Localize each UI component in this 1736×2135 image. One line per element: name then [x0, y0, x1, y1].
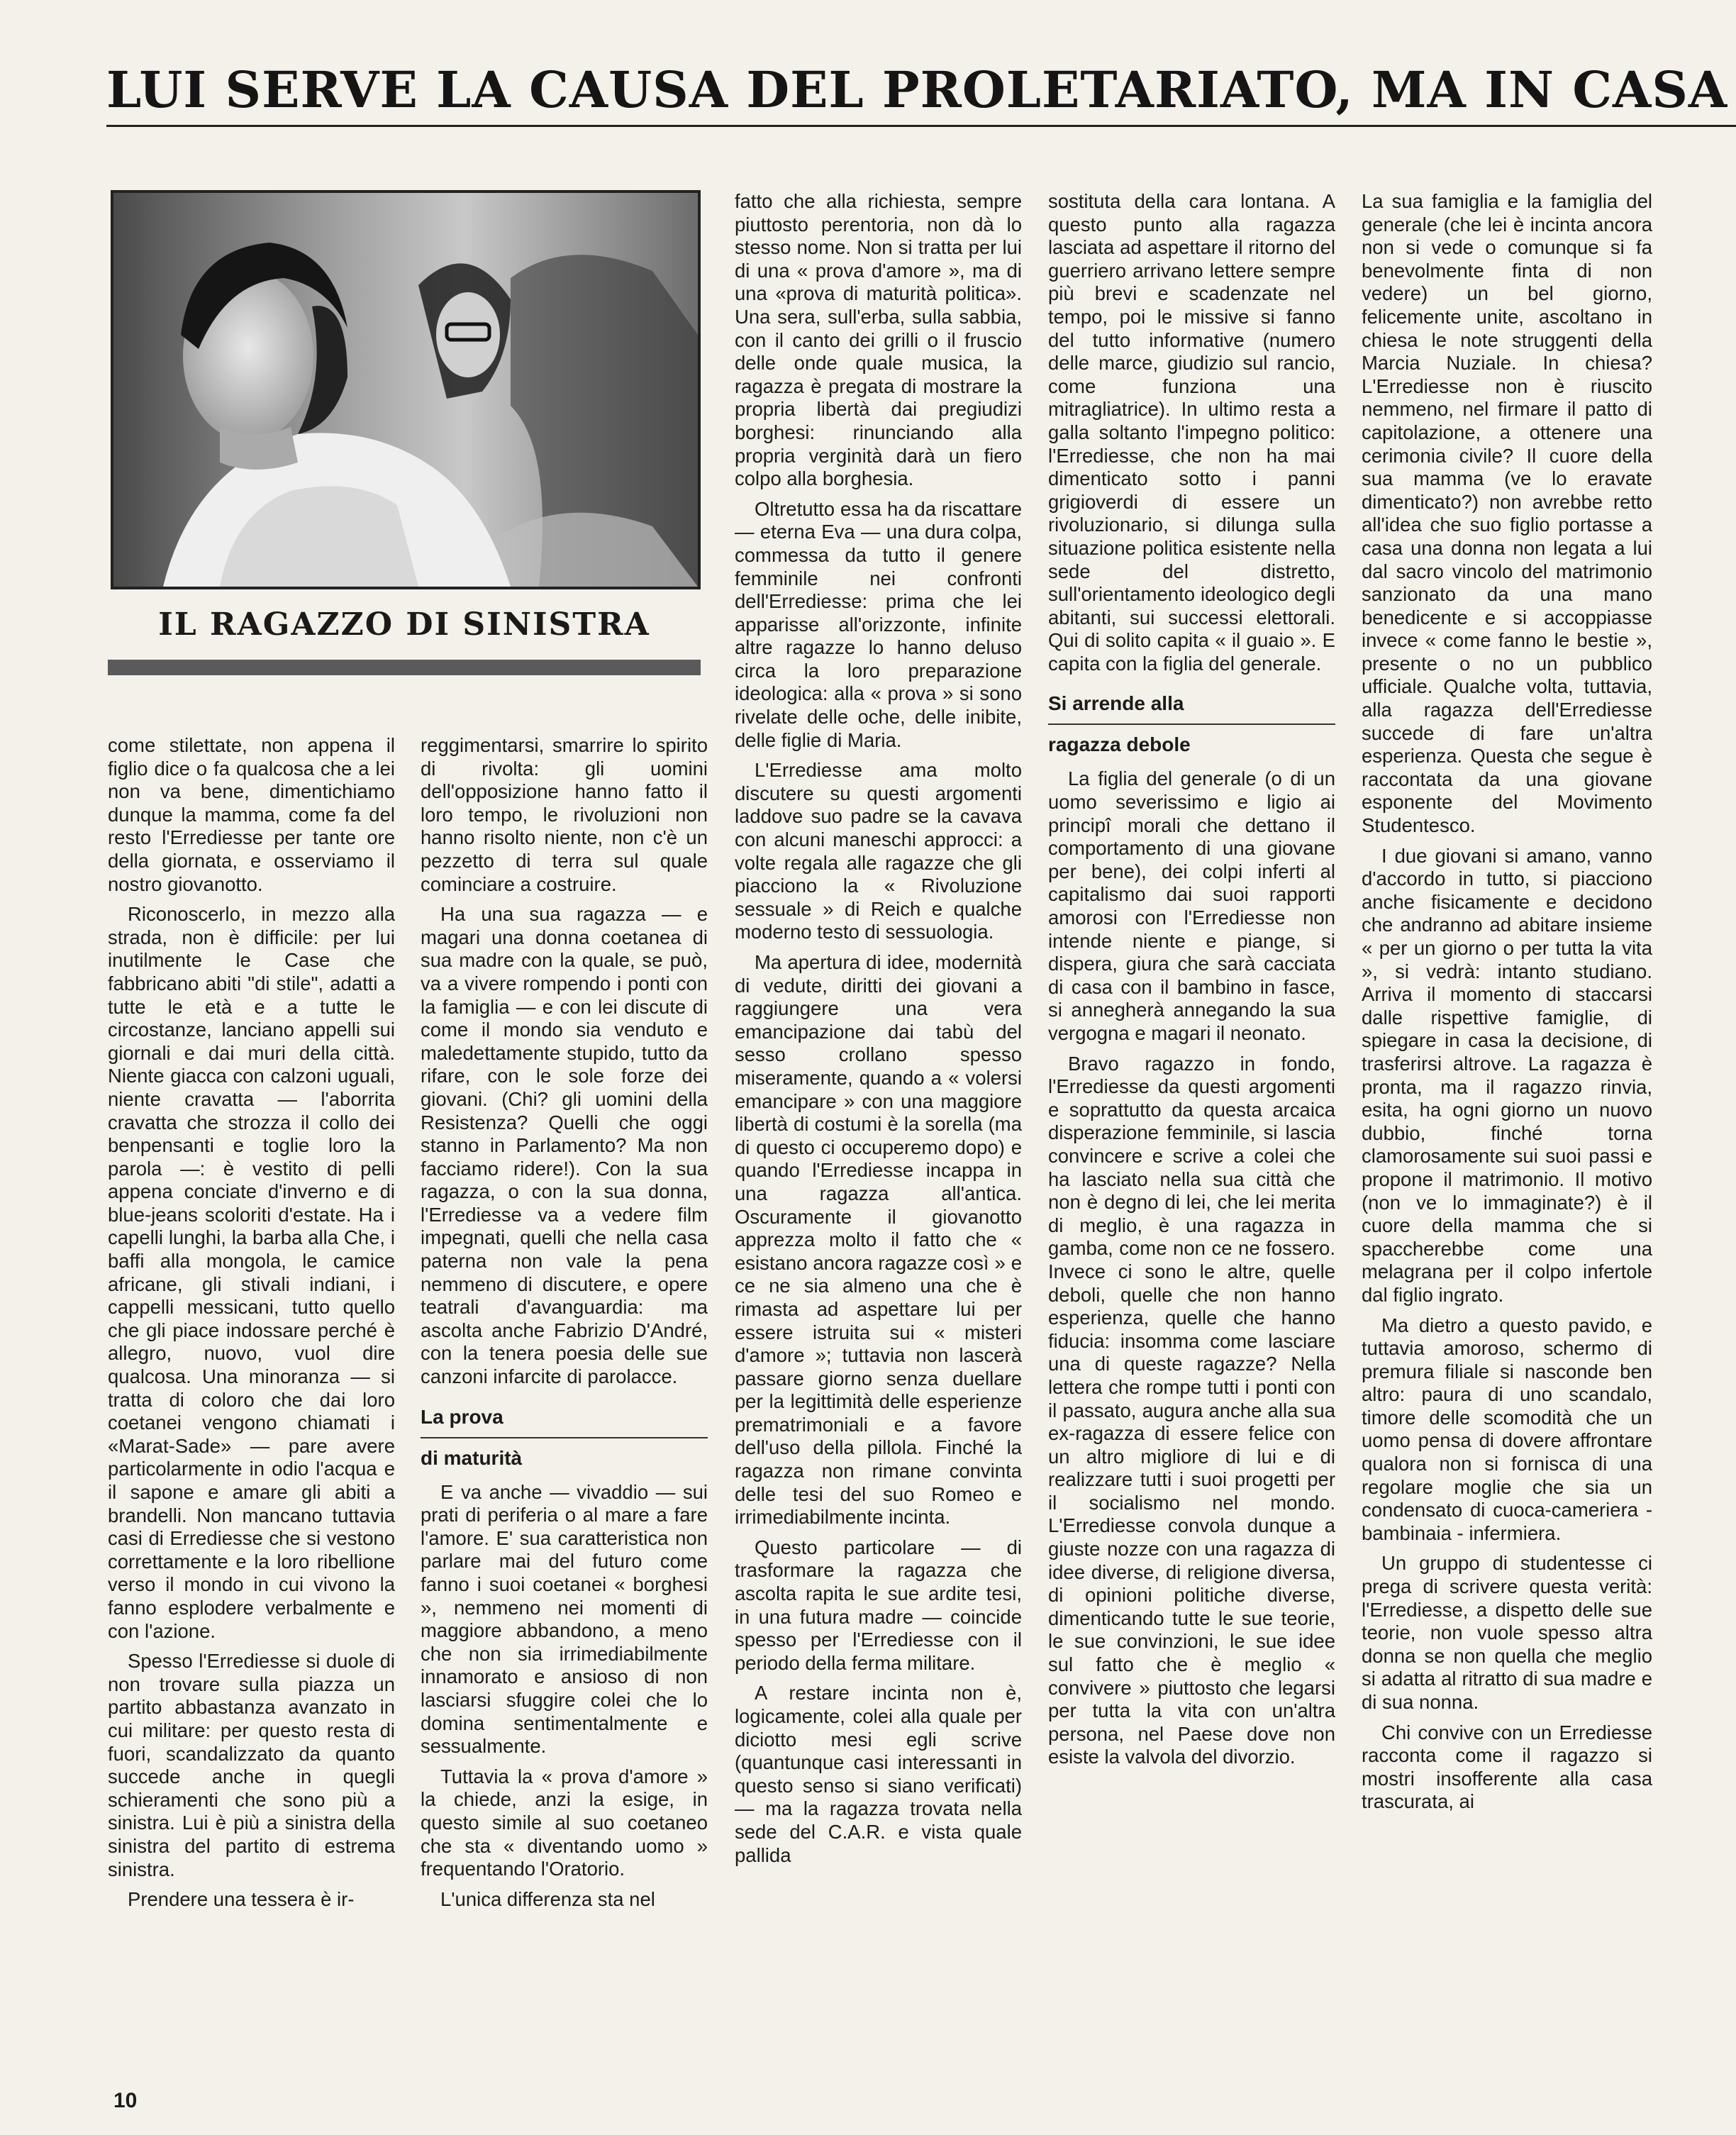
paragraph: Spesso l'Errediesse si duole di non trovare sulla piazza un partito abbastanza avanzato in cui militare: per questo resta di fuori, scandalizzato da quanto succede anche in quegli schieramenti che sono più a sinistra. Lui è più a sinistra della sinistra del partito di estrema sinistra. [108, 1650, 395, 1880]
paragraph: Ha una sua ragazza — e magari una donna coetanea di sua madre con la quale, se può, va a vivere rompendo i ponti con la famiglia — e con lei discute di come il mondo sia venduto e maledettamente stupido, tutto da rifare, con le sole forze dei giovani. (Chi? gli uomini della Resistenza? Quelli che oggi stanno in Parlamento? Ma non facciamo ridere!). Con la sua ragazza, o con la sua donna, l'Errediesse va a vedere film impegnati, quelli che nella casa paterna non vale la pena nemmeno di discutere, e opere teatrali d'avanguardia: ma ascolta anche Fabrizio D'André, con la tenera poesia delle sue canzoni infarcite di parolacce. [421, 903, 708, 1388]
article-subhead: IL RAGAZZO DI SINISTRA [158, 606, 650, 643]
headline-rule [106, 125, 1736, 127]
paragraph: La sua famiglia e la famiglia del generale (che lei è incinta ancora non si vede o comunque si fa benevolmente finta di non vedere) un bel giorno, felicemente unite, ascoltano in chiesa le note struggenti della Marcia Nuziale. In chiesa? L'Errediesse non è riuscito nemmeno, nel firmare il patto di capitolazione, a ottenere una cerimonia civile? Il cuore della sua mamma (ve lo eravate dimenticato?) non avrebbe retto all'idea che suo figlio portasse a casa una donna non legata a lui dal sacro vincolo del matrimonio sanzionato da una mano benedicente e si accoppiasse invece « come fanno le bestie », presente o no un pubblico ufficiale. Qualche volta, tuttavia, alla ragazza dell'Errediesse succede di fare un'altra esperienza. Questa che segue è raccontata da una giovane esponente del Movimento Studentesco. [1362, 190, 1652, 837]
paragraph: L'unica differenza sta nel [440, 1887, 655, 1910]
paragraph: sostituta della cara lontana. A questo punto alla ragazza lasciata ad aspettare il ritorno del guerriero arrivano lettere sempre più brevi e scadenzate nel tempo, poi le missive si fanno del tutto informative (numero delle marce, giudizio sul rancio, come funziona una mitragliatrice). In ultimo resta a galla soltanto l'impegno politico: l'Errediesse, che non ha mai dimenticato sotto i panni grigioverdi di essere un rivoluzionario, si dilunga sulla situazione politica esistente nella sede del distretto, sull'orientamento ideologico degli abitanti, sui successi elettorali. Qui di solito capita « il guaio ». E capita con la figlia del generale. [1048, 190, 1335, 675]
paragraph: Oltretutto essa ha da riscattare — eterna Eva — una dura colpa, commessa da tutto il genere femminile nei confronti dell'Errediesse: prima che lei apparisse all'orizzonte, infinite altre ragazze lo hanno deluso circa la loro preparazione ideologica: alla « prova » si sono rivelate delle oche, delle inibite, delle figlie di Maria. [735, 497, 1022, 751]
section-heading-line1: La prova [421, 1404, 708, 1438]
text-column-4 [1048, 190, 1335, 2119]
paragraph: Bravo ragazzo in fondo, l'Errediesse da questi argomenti e soprattutto da questa arcaica disperazione femminile, si lascia convincere e scrive a colei che ha lasciato nella sua città che non è degno di lei, che lei merita di meglio, è una ragazza in gamba, come non ce ne fossero. Invece ci sono le altre, quelle deboli, quelle che non hanno esperienza, quelle che hanno fiducia: insomma come lasciare una di queste ragazze? Nella lettera che rompe tutti i ponti con il passato, augura anche alla sua ex-ragazza di essere felice con un altro migliore di lui e di realizzare tutti i suoi progetti per il socialismo nel mondo. L'Errediesse convola dunque a giuste nozze con una ragazza di idee diverse, di religione diversa, di opinioni politiche diverse, dimenticando tutte le sue teorie, le sue convinzioni, le sue idee sul fatto che è meglio « convivere » piuttosto che legarsi per tutta la vita con un'altra persona, nel Paese dove non esiste la valvola del divorzio. [1048, 1052, 1335, 1768]
section-heading [421, 1404, 708, 1471]
paragraph: Prendere una tessera è ir- [128, 1888, 355, 1911]
section-heading [1048, 691, 1335, 758]
paragraph: Ma apertura di idee, modernità di vedute, diritti dei giovani a raggiungere una vera emancipazione dai tabù del sesso crollano spesso miseramente, quando a « volersi emancipare » con una maggiore libertà di costumi è la sorella (ma di questo ci occuperemo dopo) e quando l'Errediesse incappa in una ragazza all'antica. Oscuramente il giovanotto apprezza molto il fatto che « esistano ancora ragazze così » e ce ne sia almeno una che è rimasta ad aspettare lui per essere istruita sui « misteri d'amore »; tuttavia non lascerà passare giorno senza duellare per la legittimità delle esperienze prematrimoniali e a favore dell'uso della pillola. Finché la ragazza non rimane convinta delle tesi del suo Romeo e irrimediabilmente incinta. [735, 951, 1022, 1529]
section-heading-line2: di maturità [421, 1446, 523, 1469]
text-column-3 [735, 190, 1022, 2119]
paragraph: Tuttavia la « prova d'amore » la chiede, anzi la esige, in questo simile al suo coetaneo che sta « diventando uomo » frequentando l'Oratorio. [421, 1765, 708, 1880]
paragraph: Questo particolare — di trasformare la ragazza che ascolta rapita le sue ardite tesi, in una futura madre — coincide spesso per l'Errediesse con il periodo della ferma militare. [735, 1536, 1022, 1674]
text-column-1 [108, 734, 395, 2117]
paragraph: fatto che alla richiesta, sempre piuttosto perentoria, non dà lo stesso nome. Non si tratta per lui di una « prova d'amore », ma di una «prova di maturità politica». Una sera, sull'erba, sulla sabbia, con il canto dei grilli o il fruscio delle onde quale musica, la ragazza è pregata di mostrare la propria libertà dai pregiudizi borghesi: rinunciando alla propria verginità darà un fiero colpo alla borghesia. [735, 190, 1022, 490]
paragraph: A restare incinta non è, logicamente, colei alla quale per diciotto mesi egli scrive (quantunque casi interessanti in questo senso si siano verificati) — ma la ragazza trovata nella sede del C.A.R. e vista quale pallida [735, 1682, 1022, 1866]
paragraph: come stilettate, non appena il figlio dice o fa qualcosa che a lei non va bene, dimentichiamo dunque la mamma, come fa del resto l'Errediesse per tante ore della giornata, e osserviamo il nostro giovanotto. [108, 734, 395, 895]
page-number: 10 [113, 2089, 138, 2112]
section-heading-line1: Si arrende alla [1048, 691, 1335, 725]
paragraph: Un gruppo di studentesse ci prega di scrivere questa verità: l'Errediesse, a dispetto delle sue teorie, non vuole spesso altra donna se non quella che meglio si adatta al ritratto di sua madre e di sua nonna. [1362, 1552, 1652, 1713]
paragraph: I due giovani si amano, vanno d'accordo in tutto, si piacciono anche fisicamente e decidono che andranno ad abitare insieme « per un giorno o per tutta la vita », si vedrà: intanto studiano. Arriva il momento di staccarsi dalle rispettive famiglie, di spiegare in casa la decisione, di trasferirsi altrove. La ragazza è pronta, ma il ragazzo rinvia, esita, ha ogni giorno un nuovo dubbio, finché torna clamorosamente sui suoi passi e propone il matrimonio. Il motivo (non ve lo immaginate?) è il cuore della mamma che si spaccherebbe come una melagrana per il colpo infertole dal figlio ingrato. [1362, 844, 1652, 1306]
paragraph: E va anche — vivaddio — sui prati di periferia o al mare a fare l'amore. E' sua caratteristica non parlare mai del futuro come fanno i suoi coetanei « borghesi », nemmeno nei momenti di maggiore abbandono, a meno che non sia irrimediabilmente innamorato e ansioso di non lasciarsi sfuggire colei che lo domina sentimentalmente e sessualmente. [421, 1480, 708, 1758]
paragraph: reggimentarsi, smarrire lo spirito di rivolta: gli uomini dell'opposizione hanno fatto il loro tempo, le rivoluzioni non hanno risolto niente, non c'è un pezzetto di terra sul quale cominciare a costruire. [421, 734, 708, 895]
paragraph: Ma dietro a questo pavido, e tuttavia amoroso, schermo di premura filiale si nasconde ben altro: paura di uno scandalo, timore delle scomodità che un uomo pensa di dovere affrontare qualora non si fornisca di una regolare moglie che sia un condensato di cuoca-cameriera - bambinaia - infermiera. [1362, 1314, 1652, 1544]
text-column-2 [421, 734, 708, 2117]
article-headline: LUI SERVE LA CAUSA DEL PROLETARIATO, MA IN CASA [106, 60, 1728, 119]
paragraph: Riconoscerlo, in mezzo alla strada, non è difficile: per lui inutilmente le Case che fabbricano abiti "di stile", adatti a tutte le età e a tutte le circostanze, lanciano appelli sui giornali e dai muri della città. Niente giacca con calzoni uguali, niente cravatta — l'aborrita cravatta che strozza il collo dei benpensanti e toglie loro la parola —: è vestito di pelli appena conciate d'inverno e di blue-jeans scoloriti d'estate. Ha i capelli lunghi, la barba alla Che, i baffi alla mongola, le camice africane, gli stivali indiani, i cappelli messicani, tutto quello che gli piace indossare perché è allegro, nuovo, vuol dire qualcosa. Una minoranza — si tratta di coloro che dai loro coetanei vengono chiamati i «Marat-Sade» — pare avere particolarmente in odio l'acqua e il sapone e amare gli abiti a brandelli. Non mancano tuttavia casi di Errediesse che si vestono correttamente e la loro ribellione verso il mondo in cui vivono la fanno esplodere verbalmente e con l'azione. [108, 903, 395, 1642]
paragraph: La figlia del generale (o di un uomo severissimo e ligio ai principî morali che dettano il comportamento di una giovane per bene), dei colpi inferti al capitalismo dai suoi rapporti amorosi con l'Errediesse non intende niente e piange, si dispera, giura che sarà cacciata di casa con il bambino in fasce, si annegherà annegando la sua vergogna e magari il neonato. [1048, 767, 1335, 1044]
article-photo [111, 190, 701, 589]
subhead-rule [108, 660, 701, 675]
paragraph: L'Errediesse ama molto discutere su questi argomenti laddove suo padre se la cavava con alcuni maneschi approcci: a volte regala alle ragazze che gli piacciono la « Rivoluzione sessuale » di Reich e qualche moderno testo di sessuologia. [735, 759, 1022, 943]
section-heading-line2: ragazza debole [1048, 733, 1191, 756]
paragraph: Chi convive con un Errediesse racconta come il ragazzo si mostri insofferente alla casa trascurata, ai [1362, 1721, 1652, 1813]
text-column-5 [1362, 190, 1652, 2119]
